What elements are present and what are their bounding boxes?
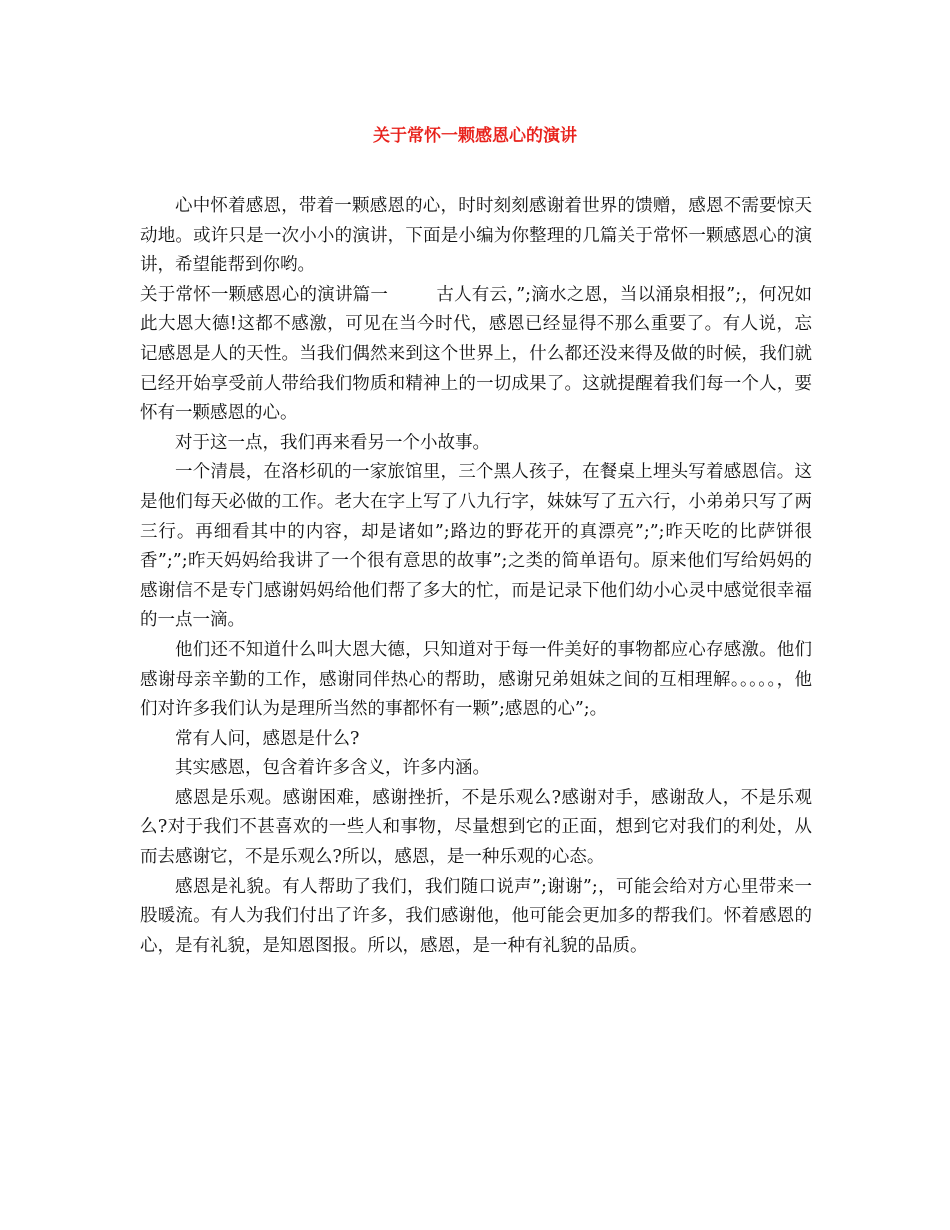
section-heading: 关于常怀一颗感恩心的演讲篇一 bbox=[140, 284, 389, 305]
paragraph: 对于这一点，我们再来看另一个小故事。 bbox=[175, 432, 490, 453]
paragraph: 常有人问，感恩是什么? bbox=[175, 728, 360, 749]
paragraph: 一个清晨，在洛杉矶的一家旅馆里，三个黑人孩子，在餐桌上埋头写着感恩信。这是他们每天必做的工作。老大在字上写了八九行字，妹妹写了五六行，小弟弟只写了两三行。再细看其中的内容，却是诸如”;路边的野花开的真漂亮”;”;昨天吃的比萨饼很香”;”;昨天妈妈给我讲了一个很有意思的故事”;之类的简单语句。原来他们写给妈妈的感谢信不是专门感谢妈妈给他们帮了多大的忙，而是记录下他们幼小心灵中感觉很幸福的一点一滴。 bbox=[140, 462, 812, 631]
document-title: 关于常怀一颗感恩心的演讲 bbox=[373, 126, 577, 146]
paragraph: 感恩是乐观。感谢困难，感谢挫折，不是乐观么?感谢对手，感谢敌人，不是乐观么?对于我们不甚喜欢的一些人和事物，尽量想到它的正面，想到它对我们的利处，从而去感谢它，不是乐观么?所以，感恩，是一种乐观的心态。 bbox=[140, 787, 812, 868]
section-first-text: 古人有云，”;滴水之恩，当以涌泉相报”;，何况如此大恩大德!这都不感激，可见在当今时代，感恩已经显得不那么重要了。有人说，忘记感恩是人的天性。当我们偶然来到这个世界上，什么都还没来得及做的时候，我们就已经开始享受前人带给我们物质和精神上的一切成果了。这就提醒着我们每一个人，要怀有一颗感恩的心。 bbox=[140, 284, 813, 424]
document-body bbox=[140, 192, 812, 961]
paragraph: 感恩是礼貌。有人帮助了我们，我们随口说声”;谢谢”;，可能会给对方心里带来一股暖流。有人为我们付出了许多，我们感谢他，他可能会更加多的帮我们。怀着感恩的心，是有礼貌，是知恩图报。所以，感恩，是一种有礼貌的品质。 bbox=[140, 876, 812, 956]
section-one-paragraph bbox=[140, 281, 812, 429]
paragraph: 其实感恩，包含着许多含义，许多内涵。 bbox=[175, 758, 490, 779]
paragraph: 他们还不知道什么叫大恩大德，只知道对于每一件美好的事物都应心存感激。他们感谢母亲辛勤的工作，感谢同伴热心的帮助，感谢兄弟姐妹之间的互相理解。。。。。，他们对许多我们认为是理所当然的事都怀有一颗”;感恩的心”;。 bbox=[140, 639, 812, 720]
intro-paragraph: 心中怀着感恩，带着一颗感恩的心，时时刻刻感谢着世界的馈赠，感恩不需要惊天动地。或许只是一次小小的演讲，下面是小编为你整理的几篇关于常怀一颗感恩心的演讲，希望能帮到你哟。 bbox=[140, 196, 812, 276]
